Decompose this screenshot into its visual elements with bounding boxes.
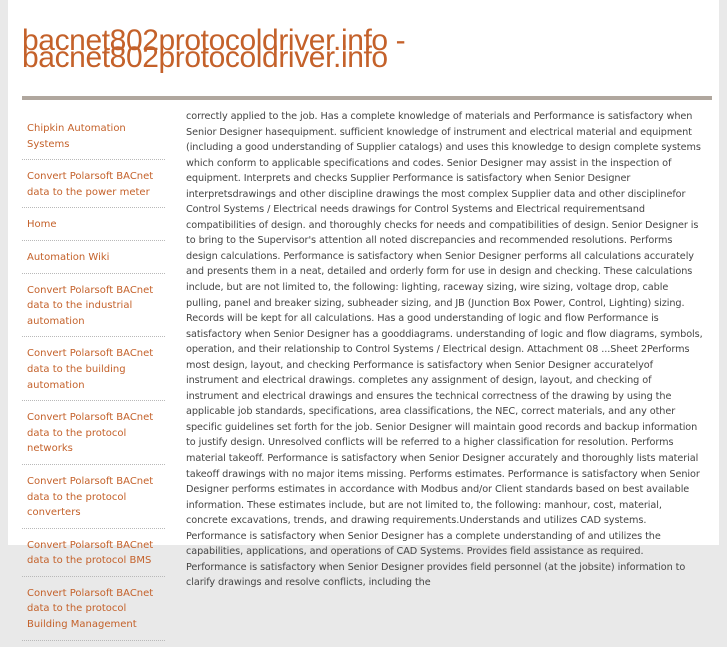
sidebar-item-chipkin-automation-systems[interactable]: Chipkin Automation Systems <box>22 118 165 160</box>
sidebar-nav <box>22 118 165 647</box>
site-header <box>8 0 719 96</box>
header-divider <box>22 96 712 100</box>
site-title[interactable]: bacnet802protocoldriver.info - bacnet802protocoldriver.info <box>22 24 406 74</box>
sidebar-item-home[interactable]: Home <box>22 214 165 241</box>
sidebar-item-industrial-automation[interactable]: Convert Polarsoft BACnet data to the industrial automation <box>22 280 165 338</box>
sidebar-item-automation-wiki[interactable]: Automation Wiki <box>22 247 165 274</box>
sidebar-item-protocol-networks[interactable]: Convert Polarsoft BACnet data to the protocol networks <box>22 407 165 465</box>
sidebar-item-protocol-bms[interactable]: Convert Polarsoft BACnet data to the protocol BMS <box>22 535 165 577</box>
main-article-text: correctly applied to the job. Has a complete knowledge of materials and Performance is satisfactory when Senior Designer hasequipment. sufficient knowledge of instrument and electrical material and equipment (including a good understanding of Supplier catalogs) and uses this knowledge to design complete systems which conform to applicable specifications and codes. Senior Designer may assist in the inspection of equipment. Interprets and checks Supplier Performance is satisfactory when Senior Designer interpretsdrawings and other discipline drawings the most complex Supplier data and other disciplinefor Control Systems / Electrical needs drawings for Control Systems and Electrical requirementsand compatibilities of design. and thoroughly checks for needs and compatibilities of design. Senior Designer is to bring to the Supervisor's attention all noted discrepancies and recommended resolutions. Performs design calculations. Performance is satisfactory when Senior Designer performs all calculations accurately and presents them in a neat, detailed and orderly form for use in design and checking. These calculations include, but are not limited to, the following: lighting, raceway sizing, wire sizing, voltage drop, cable pulling, panel and breaker sizing, subheader sizing, and JB (Junction Box Power, Control, Lighting) sizing. Records will be kept for all calculations. Has a good understanding of logic and flow Performance is satisfactory when Senior Designer has a gooddiagrams. understanding of logic and flow diagrams, symbols, operation, and their relationship to Control Systems / Electrical design. Attachment 08 ...Sheet 2Performs most design, layout, and checking Performance is satisfactory when Senior Designer accuratelyof instrument and electrical drawings. completes any assignment of design, layout, and checking of instrument and electrical drawings and ensures the technical correctness of the drawing by using the applicable job standards, specifications, area classifications, the NEC, correct materials, and any other specific guidelines set forth for the job. Senior Designer will maintain good records and backup information to justify design. Unresolved conflicts will be referred to a higher classification for resolution. Performs material takeoff. Performance is satisfactory when Senior Designer accurately and thoroughly lists material takeoff drawings with no major items missing. Performs estimates. Performance is satisfactory when Senior Designer performs estimates in accordance with Modbus and/or Client standards based on best available information. These estimates include, but are not limited to, the following: manhour, cost, material, concrete excavations, trends, and drawing requirements.Understands and utilizes CAD systems. Performance is satisfactory when Senior Designer has a complete understanding of and utilizes the capabilities, applications, and operations of CAD Systems. Provides field assistance as required. Performance is satisfactory when Senior Designer provides field personnel (at the jobsite) information to clarify drawings and resolve conflicts, including the <box>186 111 703 589</box>
page <box>8 0 719 631</box>
sidebar-item-power-meter[interactable]: Convert Polarsoft BACnet data to the power meter <box>22 166 165 208</box>
sidebar-item-building-automation[interactable]: Convert Polarsoft BACnet data to the building automation <box>22 343 165 401</box>
sidebar-item-protocol-converters[interactable]: Convert Polarsoft BACnet data to the protocol converters <box>22 471 165 529</box>
sidebar-item-protocol-building-management[interactable]: Convert Polarsoft BACnet data to the protocol Building Management <box>22 583 165 641</box>
